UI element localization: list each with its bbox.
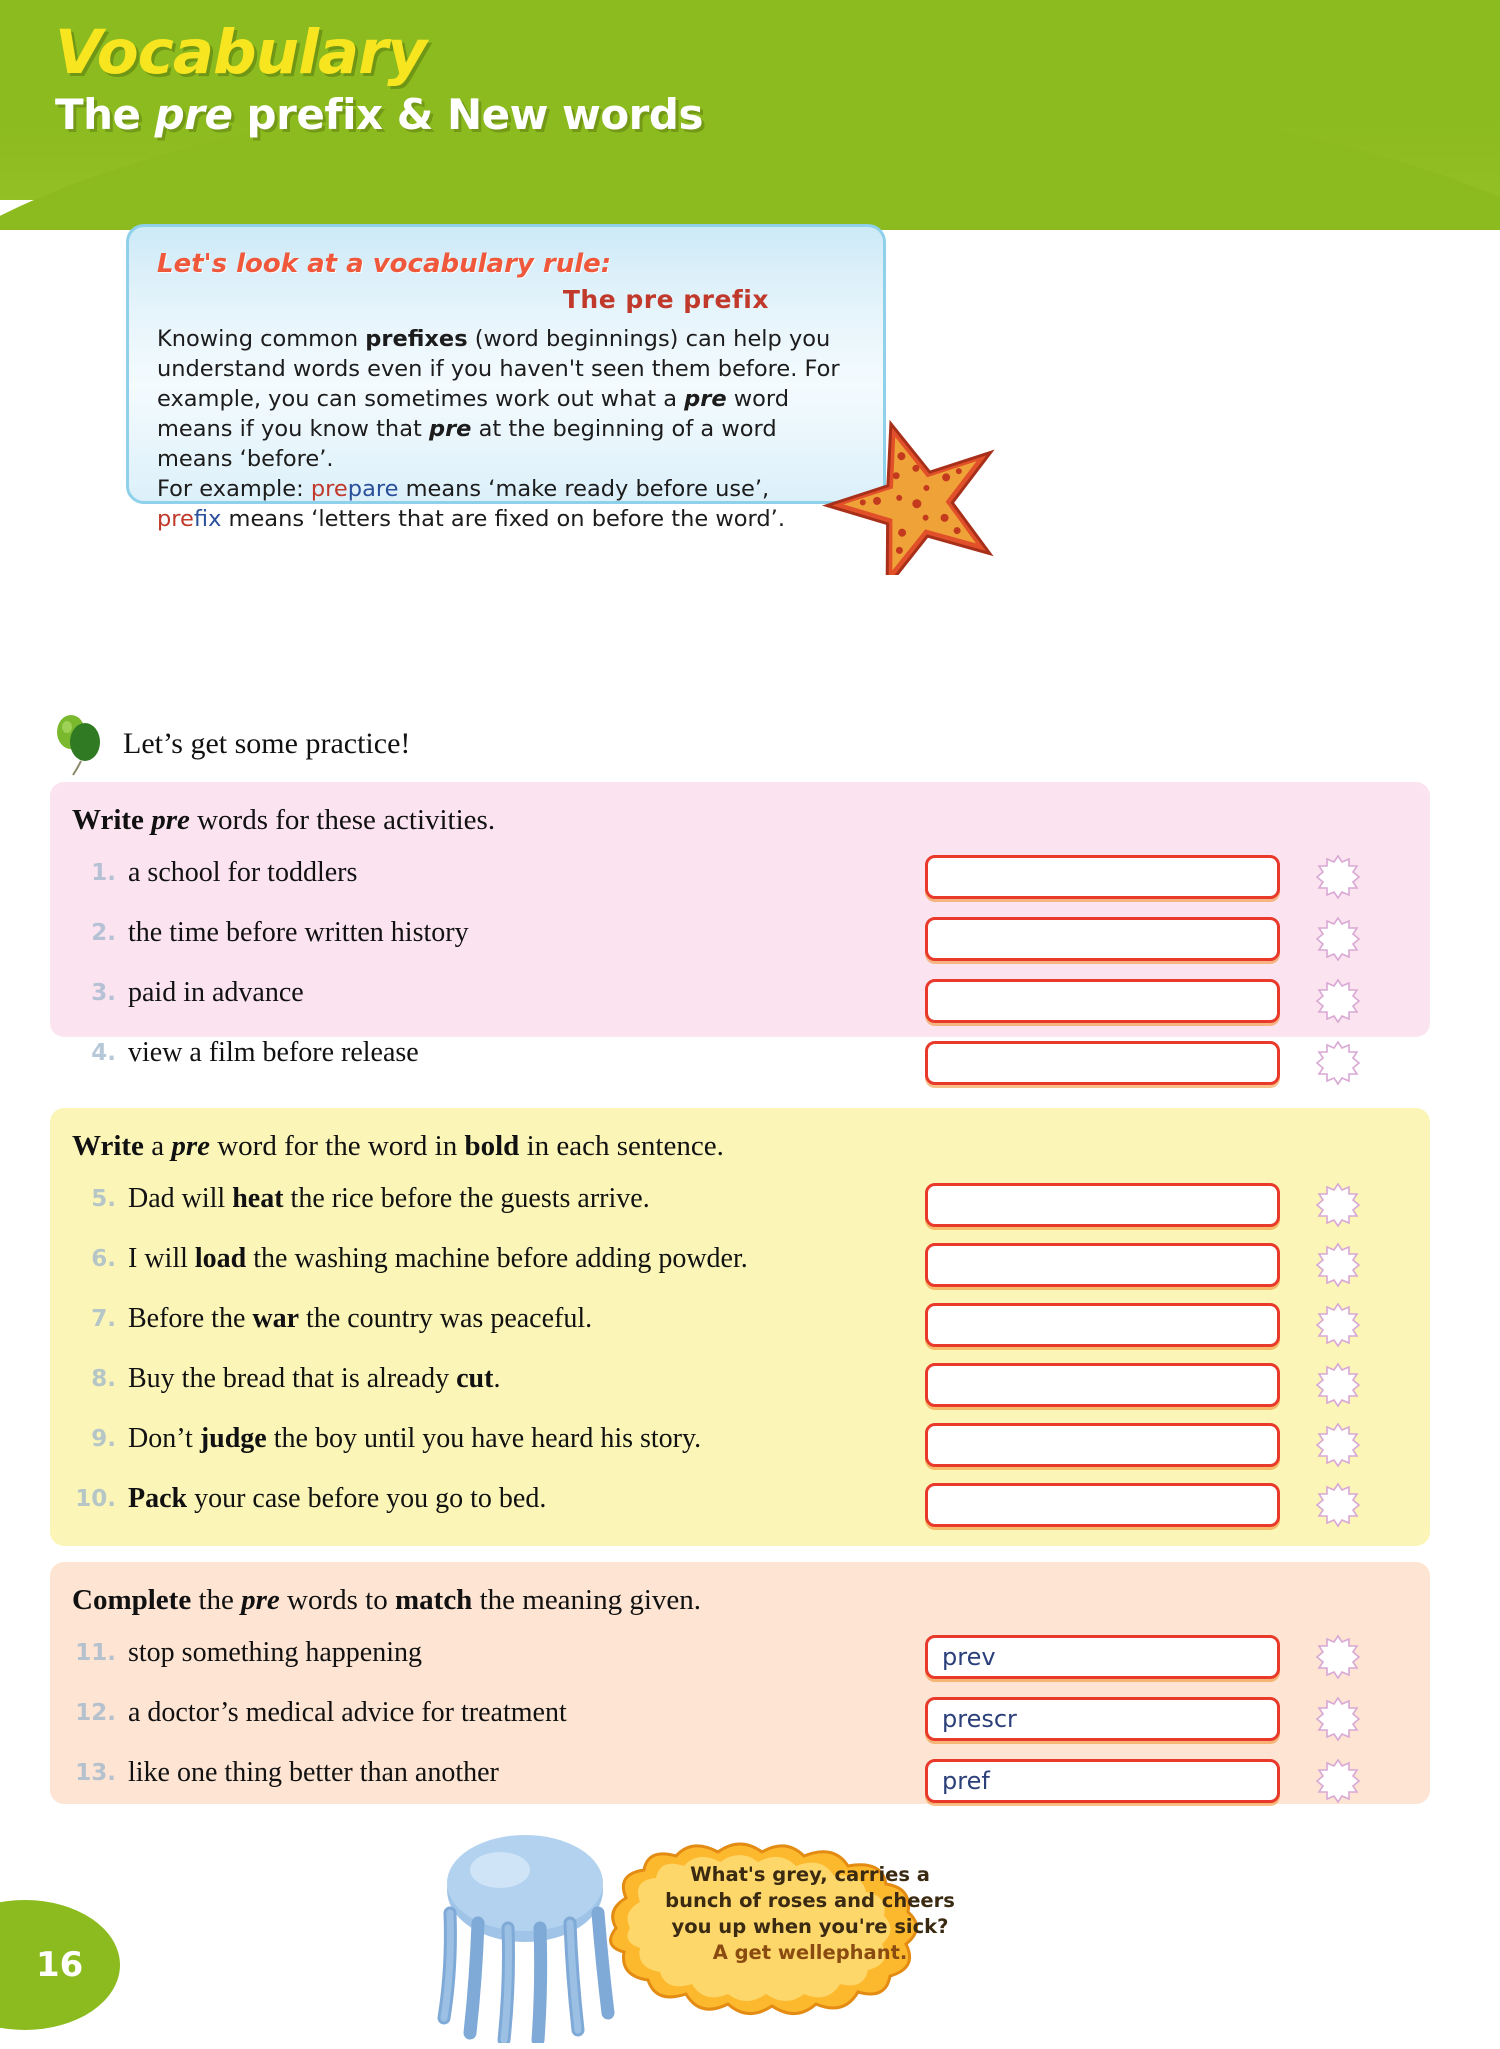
peach-heading-italic: pre [241,1584,280,1616]
rule-line1-a: Knowing common [157,326,366,352]
star-badge-icon [1315,1242,1361,1288]
question-text [128,1243,748,1275]
jellyfish-icon [430,1828,620,2043]
sentence-pre: Don’t [128,1423,200,1454]
rule-line5-b: means ‘make ready before use’, [398,476,770,502]
yellow-heading-italic: pre [171,1130,210,1162]
peach-heading-rest2: the meaning given. [472,1584,702,1616]
joke-line-1: What's grey, carries a [690,1863,930,1886]
yellow-heading-mid: a [143,1130,172,1162]
star-badge-icon [1315,1758,1361,1804]
question-text: a doctor’s medical advice for treatment [128,1697,567,1728]
subtitle-part-2: prefix & New words [232,90,703,139]
example-prepare-rest: pare [347,476,399,502]
answer-input[interactable] [925,1483,1280,1527]
sentence-bold-word: heat [232,1183,284,1214]
question-number: 2. [91,920,116,946]
page-title: Vocabulary [55,17,427,88]
question-text [128,1483,546,1515]
question-number: 5. [91,1186,116,1212]
star-badge-icon [1315,978,1361,1024]
question-number: 11. [75,1640,116,1666]
sentence-post: the boy until you have heard his story. [266,1423,702,1454]
question-text: a school for toddlers [128,857,358,888]
sentence-post: . [493,1363,501,1394]
question-number: 10. [75,1486,116,1512]
example-prefix-rest: fix [193,506,222,532]
sentence-post: the rice before the guests arrive. [283,1183,650,1214]
sentence-pre: Before the [128,1303,253,1334]
question-number: 4. [91,1040,116,1066]
answer-input[interactable] [925,1303,1280,1347]
rule-line5-a: For example: [157,476,311,502]
page-subtitle [55,90,703,139]
yellow-heading-bold: Write [72,1130,144,1162]
sentence-bold-word: load [194,1243,247,1274]
star-badge-icon [1315,916,1361,962]
question-number: 9. [91,1426,116,1452]
answer-input[interactable] [925,1041,1280,1085]
page-number: 16 [36,1945,84,1985]
example-prefix-pre: pre [157,506,194,532]
rule-box-body [157,324,859,534]
practice-label: Let’s get some practice! [123,727,411,760]
joke-text [630,1862,990,1966]
rule-box-subtitle: The pre prefix [562,285,769,314]
question-text [128,1183,650,1215]
rule-line1-c: (word beginnings) can help you understand [157,326,831,382]
pink-heading-bold: Write [72,804,144,836]
question-number: 6. [91,1246,116,1272]
question-text: paid in advance [128,977,304,1008]
star-badge-icon [1315,1040,1361,1086]
subtitle-part-1: The [55,90,155,139]
star-badge-icon [1315,1482,1361,1528]
answer-input[interactable] [925,1243,1280,1287]
sentence-pre: Dad will [128,1183,233,1214]
section-pink-heading [50,782,1430,843]
yellow-heading-bold2: bold [464,1130,520,1162]
question-text [128,1363,500,1395]
rule-line1-bold: prefixes [365,326,468,352]
peach-heading-mid: the [191,1584,242,1616]
sentence-pre: Buy the bread that is already [128,1363,457,1394]
rule-line3-a: sometimes work out what a [364,386,685,412]
joke-line-3: you up when you're sick? [671,1915,949,1938]
practice-row [55,712,410,776]
starfish-icon [800,410,1030,575]
answer-input[interactable]: pref [925,1759,1280,1803]
answer-input[interactable] [925,855,1280,899]
answer-input[interactable]: prev [925,1635,1280,1679]
rule-line3-e: at the [471,416,546,442]
rule-line4: beginning of a word means ‘before’. [157,416,777,472]
sentence-bold-word: cut [456,1363,494,1394]
subtitle-italic-pre: pre [154,90,233,139]
peach-heading-rest: words to [279,1584,395,1616]
rule-box-title: Let's look at a vocabulary rule: [157,249,612,279]
question-text: stop something happening [128,1637,422,1668]
question-text [128,1303,592,1335]
star-badge-icon [1315,1696,1361,1742]
star-badge-icon [1315,1422,1361,1468]
star-badge-icon [1315,854,1361,900]
peach-heading-bold: Complete [72,1584,192,1616]
answer-input[interactable] [925,1183,1280,1227]
rule-line3-pre: pre [684,386,727,412]
star-badge-icon [1315,1302,1361,1348]
sentence-post: the washing machine before adding powder. [246,1243,748,1274]
pink-heading-rest: words for these activities. [189,804,496,836]
rule-line3-c: word means if you know that [157,386,790,442]
answer-input[interactable] [925,1423,1280,1467]
joke-answer: A get wellephant. [712,1941,908,1964]
question-number: 3. [91,980,116,1006]
rule-line3-pre2: pre [428,416,472,442]
sentence-post: your case before you go to bed. [187,1483,547,1514]
example-prepare-pre: pre [310,476,348,502]
star-badge-icon [1315,1362,1361,1408]
pink-heading-italic: pre [151,804,190,836]
question-number: 12. [75,1700,116,1726]
sentence-bold-word: judge [199,1423,267,1454]
question-number: 8. [91,1366,116,1392]
rule-line2: words even if you haven't seen them before. For example, you can [157,356,840,412]
section-peach-heading [50,1562,1430,1623]
star-badge-icon [1315,1634,1361,1680]
question-number: 13. [75,1760,116,1786]
vocabulary-rule-box [126,224,886,532]
sentence-pre: I will [128,1243,195,1274]
answer-input[interactable] [925,979,1280,1023]
answer-input[interactable]: prescr [925,1697,1280,1741]
sentence-bold-word: war [252,1303,300,1334]
question-text: the time before written history [128,917,469,948]
question-text [128,1423,701,1455]
star-badge-icon [1315,1182,1361,1228]
joke-line-2: bunch of roses and cheers [665,1889,955,1912]
question-text: like one thing better than another [128,1757,499,1788]
yellow-heading-rest2: in each sentence. [519,1130,724,1162]
peach-heading-bold2: match [395,1584,473,1616]
sentence-bold-word: Pack [128,1483,188,1514]
sentence-post: the country was peaceful. [299,1303,593,1334]
answer-input[interactable] [925,917,1280,961]
yellow-heading-rest: word for the word in [209,1130,465,1162]
rule-line6-b: means ‘letters that are fixed on before the word’. [221,506,785,532]
question-text: view a film before release [128,1037,419,1068]
balloon-icon [55,712,109,776]
answer-input[interactable] [925,1363,1280,1407]
question-number: 7. [91,1306,116,1332]
section-yellow-heading [50,1108,1430,1169]
question-number: 1. [91,860,116,886]
